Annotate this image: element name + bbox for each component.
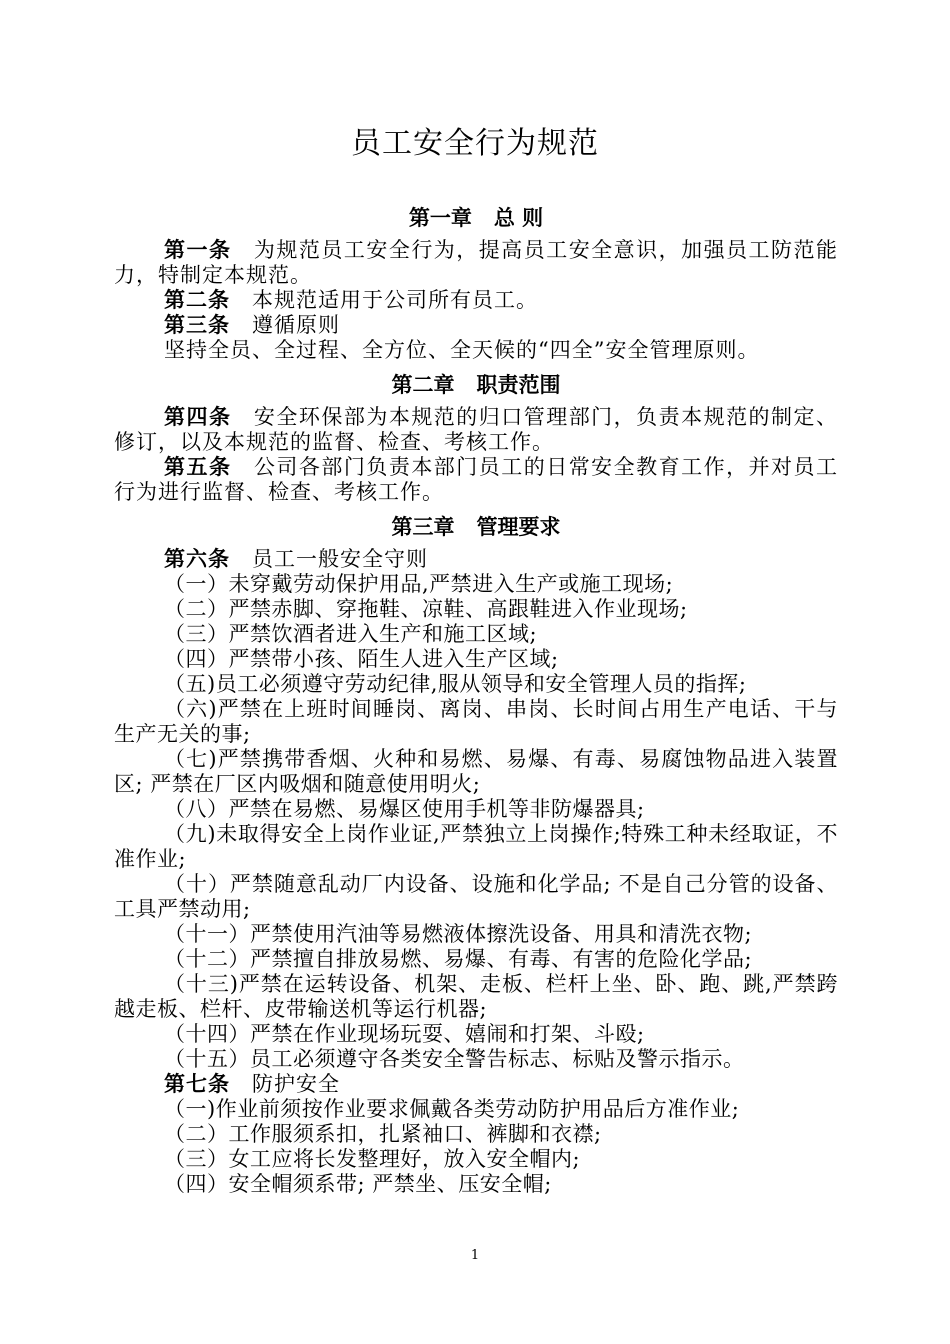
article-5-text: 公司各部门负责本部门员工的日常安全教育工作，并对员工行为进行监督、检查、考核工作。 — [114, 455, 839, 504]
article-3-text: 遵循原则 — [252, 313, 340, 337]
article-3 — [114, 313, 838, 338]
article-2 — [114, 288, 838, 313]
article-4-label: 第四条 — [164, 405, 232, 429]
article-2-label: 第二条 — [164, 288, 230, 312]
article-6-text: 员工一般安全守则 — [252, 547, 428, 571]
article-6-item: （六)严禁在上班时间睡岗、离岗、串岗、长时间占用生产电话、干与生产无关的事; — [114, 697, 838, 746]
article-1-text: 为规范员工安全行为，提高员工安全意识，加强员工防范能力，特制定本规范。 — [114, 238, 839, 287]
article-6-item: （五)员工必须遵守劳动纪律,服从领导和安全管理人员的指挥; — [164, 672, 747, 696]
chapter-3-heading — [114, 509, 838, 545]
article-7-item: （一)作业前须按作业要求佩戴各类劳动防护用品后方准作业; — [164, 1097, 740, 1121]
article-1-label: 第一条 — [164, 238, 232, 262]
article-4 — [114, 405, 838, 455]
article-6-item: （十一）严禁使用汽油等易燃液体擦洗设备、用具和清洗衣物; — [164, 922, 753, 946]
document-title: 员工安全行为规范 — [351, 126, 599, 161]
article-7-text: 防护安全 — [252, 1072, 340, 1096]
principle-text: 坚持全员、全过程、全方位、全天候的“四全”安全管理原则。 — [164, 338, 760, 362]
article-6-item: （一）未穿戴劳动保护用品,严禁进入生产或施工现场; — [164, 572, 674, 596]
article-6-item: （十四）严禁在作业现场玩耍、嬉闹和打架、斗殴; — [164, 1022, 645, 1046]
chapter-2-label: 第二章 — [391, 373, 455, 397]
chapter-1-name: 总 则 — [493, 206, 544, 230]
chapter-3-name: 管理要求 — [476, 515, 561, 539]
article-6-item: （十二）严禁擅自排放易燃、易爆、有毒、有害的危险化学品; — [164, 947, 753, 971]
article-7 — [114, 1072, 838, 1097]
article-7-item: （二）工作服须系扣，扎紧袖口、裤脚和衣襟; — [164, 1122, 602, 1146]
article-6-item: （二）严禁赤脚、穿拖鞋、凉鞋、高跟鞋进入作业现场; — [164, 597, 688, 621]
article-1 — [114, 238, 838, 288]
chapter-1-label: 第一章 — [408, 206, 472, 230]
article-6-item: （七)严禁携带香烟、火种和易燃、易爆、有毒、易腐蚀物品进入装置区; 严禁在厂区内吸烟和随意使用明火; — [114, 747, 838, 796]
article-6-item: （三）严禁饮酒者进入生产和施工区域; — [164, 622, 538, 646]
article-7-item: （三）女工应将长发整理好，放入安全帽内; — [164, 1147, 581, 1171]
article-6-item: （四）严禁带小孩、陌生人进入生产区域; — [164, 647, 559, 671]
article-7-label: 第七条 — [164, 1072, 230, 1096]
article-6-item: （十三)严禁在运转设备、机架、走板、栏杆上坐、卧、跑、跳,严禁跨越走板、栏杆、皮带输送机等运行机器; — [114, 972, 838, 1021]
article-5-label: 第五条 — [164, 455, 232, 479]
article-7-item: （四）安全帽须系带; 严禁坐、压安全帽; — [164, 1172, 552, 1196]
article-6 — [114, 547, 838, 572]
chapter-2-heading — [114, 367, 838, 403]
article-2-text: 本规范适用于公司所有员工。 — [252, 288, 538, 312]
article-6-item: （八）严禁在易燃、易爆区使用手机等非防爆器具; — [164, 797, 645, 821]
chapter-3-label: 第三章 — [391, 515, 455, 539]
page-number: 1 — [470, 1248, 480, 1263]
article-6-item: （九)未取得安全上岗作业证,严禁独立上岗操作;特殊工种未经取证，不准作业; — [114, 822, 838, 871]
article-6-item: （十五）员工必须遵守各类安全警告标志、标贴及警示指示。 — [164, 1047, 745, 1071]
article-6-label: 第六条 — [164, 547, 230, 571]
chapter-1-heading — [114, 200, 838, 236]
article-6-item: （十）严禁随意乱动厂内设备、设施和化学品; 不是自己分管的设备、工具严禁动用; — [114, 872, 838, 921]
article-3-label: 第三条 — [164, 313, 230, 337]
article-4-text: 安全环保部为本规范的归口管理部门，负责本规范的制定、修订，以及本规范的监督、检查、考核工作。 — [114, 405, 839, 454]
chapter-2-name: 职责范围 — [476, 373, 561, 397]
article-5 — [114, 455, 838, 505]
document-body — [114, 196, 838, 1197]
